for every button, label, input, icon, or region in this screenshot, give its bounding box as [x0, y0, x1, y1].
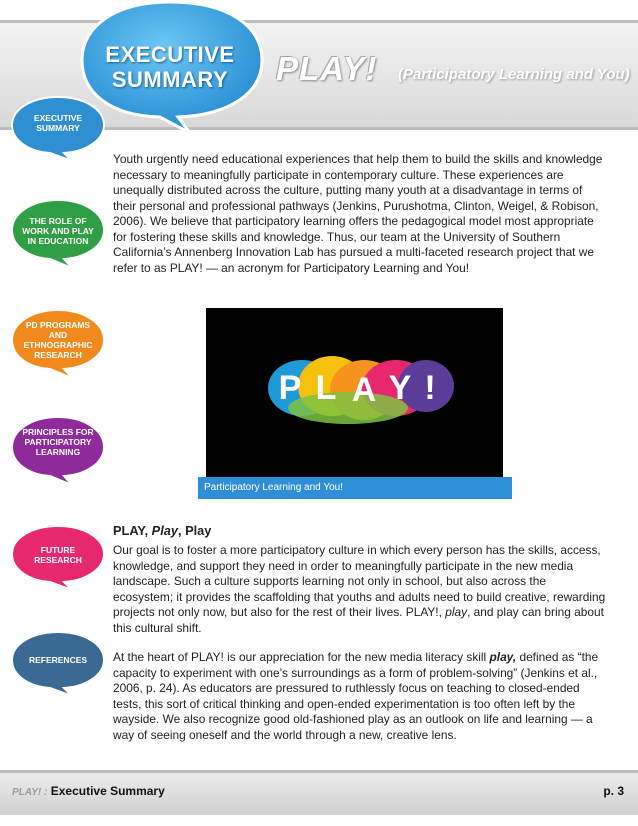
- paragraph-text: At the heart of PLAY! is our appreciation for the new media literacy skill: [113, 650, 490, 664]
- paragraph-bold-italic: play,: [489, 650, 517, 664]
- logo-letter-y: Y: [388, 369, 412, 407]
- bubble-line-2: SUMMARY: [111, 67, 229, 92]
- section-paragraph-1: [113, 543, 608, 636]
- page-number: p. 3: [603, 784, 624, 798]
- sidebar-item-label: EXECUTIVE SUMMARY: [33, 113, 83, 133]
- intro-text: Youth urgently need educational experiences that help them to build the skills and knowledge necessary to meaningfully participate in contemporary culture. These experiences are unequally distributed across the culture, putting many youth at a disadvantage in terms of their personal and professional pathways (Jenkins, Purushotma, Clinton, Weigel, & Robison, 2006). We believe that participatory learning offers the pedagogical model most appropriate for fostering these skills and knowledge. Thus, our team at the University of Southern California’s Annenberg Innovation Lab has pursued a multi-faceted research project that we refer to as PLAY! — an acronym for Participatory Learning and You!: [113, 152, 603, 275]
- page-title: PLAY!: [276, 50, 378, 87]
- section-heading: [113, 523, 211, 538]
- logo-letter-a: A: [351, 371, 377, 409]
- paragraph-text: , and play can bring about this cultural shift.: [113, 605, 604, 635]
- page-subtitle: (Participatory Learning and You): [398, 66, 630, 83]
- play-logo: [206, 308, 503, 480]
- executive-summary-bubble-title: [95, 42, 245, 92]
- intro-paragraph: [113, 152, 608, 276]
- sidebar-item-executive-summary[interactable]: [10, 95, 106, 168]
- sidebar-item-principles[interactable]: [10, 415, 106, 492]
- play-video-player[interactable]: [206, 308, 503, 480]
- sidebar-item-label: FUTURE RESEARCH: [34, 545, 82, 565]
- footer-brand: PLAY! :: [12, 787, 48, 798]
- sidebar-item-future-research[interactable]: [10, 524, 106, 597]
- sidebar-item-references[interactable]: [10, 630, 106, 703]
- logo-letter-l: L: [315, 369, 337, 407]
- heading-part-italic: Play: [151, 523, 178, 538]
- paragraph-italic: play: [445, 605, 468, 619]
- figure-caption: Participatory Learning and You!: [198, 477, 512, 499]
- footer-section-title: Executive Summary: [50, 784, 165, 798]
- heading-part: , Play: [177, 523, 212, 538]
- sidebar-item-work-and-play[interactable]: [10, 198, 106, 275]
- sidebar-item-label: PRINCIPLES FOR PARTICIPATORY LEARNING: [22, 427, 94, 457]
- heading-part: PLAY,: [113, 523, 152, 538]
- bubble-line-1: EXECUTIVE: [105, 42, 235, 67]
- sidebar-item-label: THE ROLE OF WORK AND PLAY IN EDUCATION: [22, 216, 94, 246]
- sidebar-item-pd-programs[interactable]: [10, 308, 106, 385]
- paragraph-text: defined as “the capacity to experiment with one’s surroundings as a form of problem-solving” (Jenkins et al., 2006, p. 24). As educators are pressured to ruthlessly focus on teaching to closed-ended tests, this sort of critical thinking and open-ended experimentation is too often left by the wayside. We also recognize good old-fashioned play as an outlook on life and learning — a way of seeing oneself and the world through a new, creative lens.: [113, 650, 599, 742]
- logo-letter-p: P: [278, 369, 302, 407]
- section-paragraph-2: [113, 650, 608, 743]
- footer-title: [12, 784, 165, 798]
- logo-letter-exclamation: !: [424, 369, 436, 407]
- paragraph-text: Our goal is to foster a more participatory culture in which every person has the skills, access, knowledge, and support they need in order to meaningfully participate in the new media landscape. Such a culture supports learning not only in school, but also across the ecosystem; it provides the scaffolding that youths and adults need to build creative, rewarding projects not only now, but also for the rest of their lives. PLAY!,: [113, 543, 606, 619]
- sidebar-item-label: PD PROGRAMS AND ETHNOGRAPHIC RESEARCH: [23, 320, 93, 360]
- sidebar-item-label: REFERENCES: [28, 655, 88, 665]
